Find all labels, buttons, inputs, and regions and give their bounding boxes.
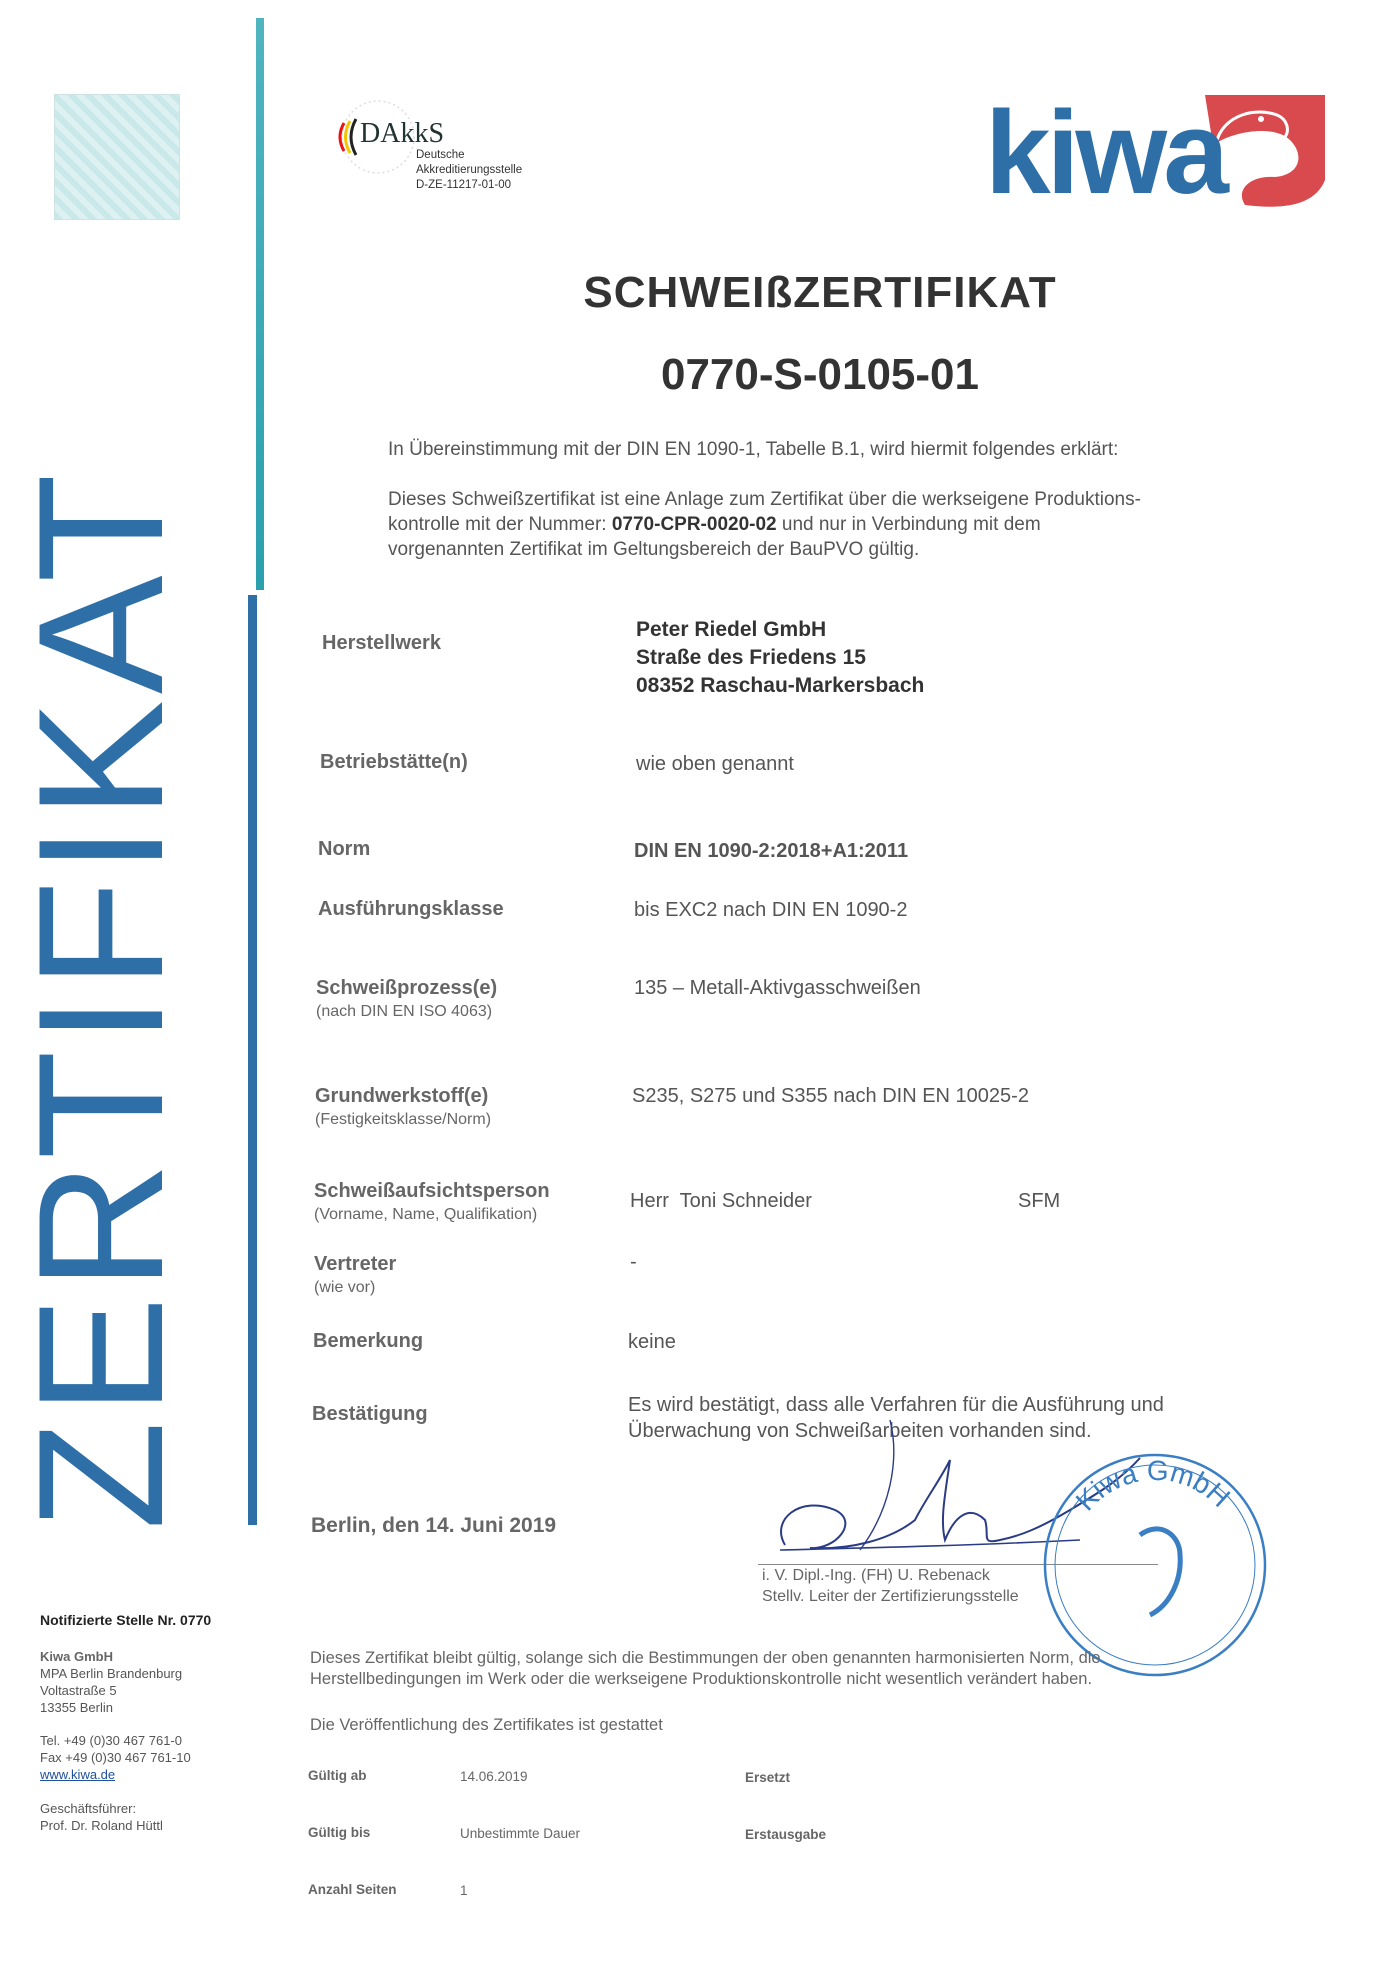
blue-divider (248, 595, 257, 1525)
schweissaufsicht-value: Herr Toni Schneider (630, 1190, 812, 1212)
ausfuehrungsklasse-value: bis EXC2 nach DIN EN 1090-2 (634, 899, 908, 921)
schweissprozess-value: 135 – Metall-Aktivgasschweißen (634, 977, 921, 999)
valid-from-value: 14.06.2019 (460, 1769, 528, 1784)
svg-text:Kiwa GmbH (1065, 1440, 1240, 1560)
certificate-number: 0770-S-0105-01 (660, 350, 979, 399)
schweissaufsicht-sublabel: (Vorname, Name, Qualifikation) (314, 1206, 538, 1223)
place-date: Berlin, den 14. Juni 2019 (311, 1514, 557, 1537)
bestaetigung-label: Bestätigung (312, 1403, 428, 1425)
vertical-zertifikat-word: ZERTIFIKAT (1, 467, 200, 1530)
hologram-seal (54, 94, 180, 220)
fpc-certificate-number: 0770-CPR-0020-02 (611, 514, 777, 535)
bemerkung-value: keine (628, 1331, 676, 1353)
publish-note: Die Veröffentlichung des Zertifikates ist gestattet (310, 1716, 663, 1734)
herstellwerk-label: Herstellwerk (322, 632, 441, 654)
side-ceo-label: Geschäftsführer: (40, 1801, 137, 1816)
herstellwerk-value: Peter Riedel GmbH Straße des Friedens 15 08352 Raschau-Markersbach (636, 618, 925, 697)
validity-note: Dieses Zertifikat bleibt gültig, solange sich die Bestimmungen der oben genannten harmonisierten Norm, die Herstellbedingungen im Werk oder die werkseigene Produktionskontrolle nicht wesentlich verändert haben. (310, 1649, 1101, 1688)
first-issue-label: Erstausgabe (745, 1827, 827, 1842)
side-company: Kiwa GmbH (40, 1649, 113, 1664)
schweissaufsicht-qualification: SFM (1018, 1190, 1061, 1212)
side-website-link[interactable]: www.kiwa.de (40, 1767, 116, 1782)
betriebstaette-value: wie oben genannt (636, 753, 794, 775)
vertreter-sublabel: (wie vor) (314, 1279, 376, 1296)
valid-to-value: Unbestimmte Dauer (460, 1826, 581, 1841)
kiwa-logo-icon (985, 95, 1325, 215)
signer-block: i. V. Dipl.-Ing. (FH) U. Rebenack Stellv. Leiter der Zertifizierungsstelle (762, 1567, 1019, 1605)
vertreter-value: - (630, 1251, 637, 1273)
grundwerkstoff-value: S235, S275 und S355 nach DIN EN 10025-2 (632, 1085, 1029, 1107)
betriebstaette-label: Betriebstätte(n) (320, 751, 468, 773)
schweissprozess-label: Schweißprozess(e) (316, 977, 498, 999)
side-address-2: Voltastraße 5 (40, 1683, 117, 1698)
dakks-subtitle: Deutsche Akkreditierungsstelle D-ZE-11217-01-00 (416, 149, 523, 191)
grundwerkstoff-sublabel: (Festigkeitsklasse/Norm) (315, 1111, 492, 1128)
ausfuehrungsklasse-label: Ausführungsklasse (318, 898, 504, 920)
replaces-label: Ersetzt (745, 1770, 791, 1785)
intro-line: In Übereinstimmung mit der DIN EN 1090-1, Tabelle B.1, wird hiermit folgendes erklärt: (388, 439, 1119, 460)
valid-to-label: Gültig bis (308, 1825, 371, 1840)
bemerkung-label: Bemerkung (313, 1330, 424, 1352)
grundwerkstoff-label: Grundwerkstoff(e) (315, 1085, 489, 1107)
notified-body: Notifizierte Stelle Nr. 0770 (40, 1612, 212, 1628)
norm-label: Norm (318, 838, 371, 860)
dakks-name: DAkkS (360, 118, 445, 149)
schweissprozess-sublabel: (nach DIN EN ISO 4063) (316, 1003, 493, 1020)
stamp-text: Kiwa GmbH (1069, 1454, 1237, 1517)
schweissaufsicht-label: Schweißaufsichtsperson (314, 1180, 550, 1202)
certificate-title: SCHWEIßZERTIFIKAT (583, 268, 1057, 317)
norm-value: DIN EN 1090-2:2018+A1:2011 (634, 840, 909, 862)
side-fax: Fax +49 (0)30 467 761-10 (40, 1750, 191, 1765)
bestaetigung-value: Es wird bestätigt, dass alle Verfahren für die Ausführung und Überwachung von Schweißarbeiten vorhanden sind. (628, 1394, 1164, 1442)
pages-label: Anzahl Seiten (308, 1882, 397, 1897)
side-address-1: MPA Berlin Brandenburg (40, 1666, 183, 1681)
vertreter-label: Vertreter (314, 1253, 397, 1275)
side-tel: Tel. +49 (0)30 467 761-0 (40, 1733, 183, 1748)
kiwa-wordmark: kiwa (985, 95, 1225, 215)
side-ceo-name: Prof. Dr. Roland Hüttl (40, 1818, 163, 1833)
pages-value: 1 (460, 1883, 468, 1898)
side-address-3: 13355 Berlin (40, 1700, 113, 1715)
teal-divider (256, 18, 264, 590)
valid-from-label: Gültig ab (308, 1768, 367, 1783)
intro-paragraph: Dieses Schweißzertifikat ist eine Anlage zum Zertifikat über die werkseigene Produktions- kontrolle mit der Nummer: 0770-CPR-0020-02 und nur in Verbindung mit dem vorgenannten Zertifikat im Geltungsbereich der BauPVO gültig. (388, 489, 1141, 560)
